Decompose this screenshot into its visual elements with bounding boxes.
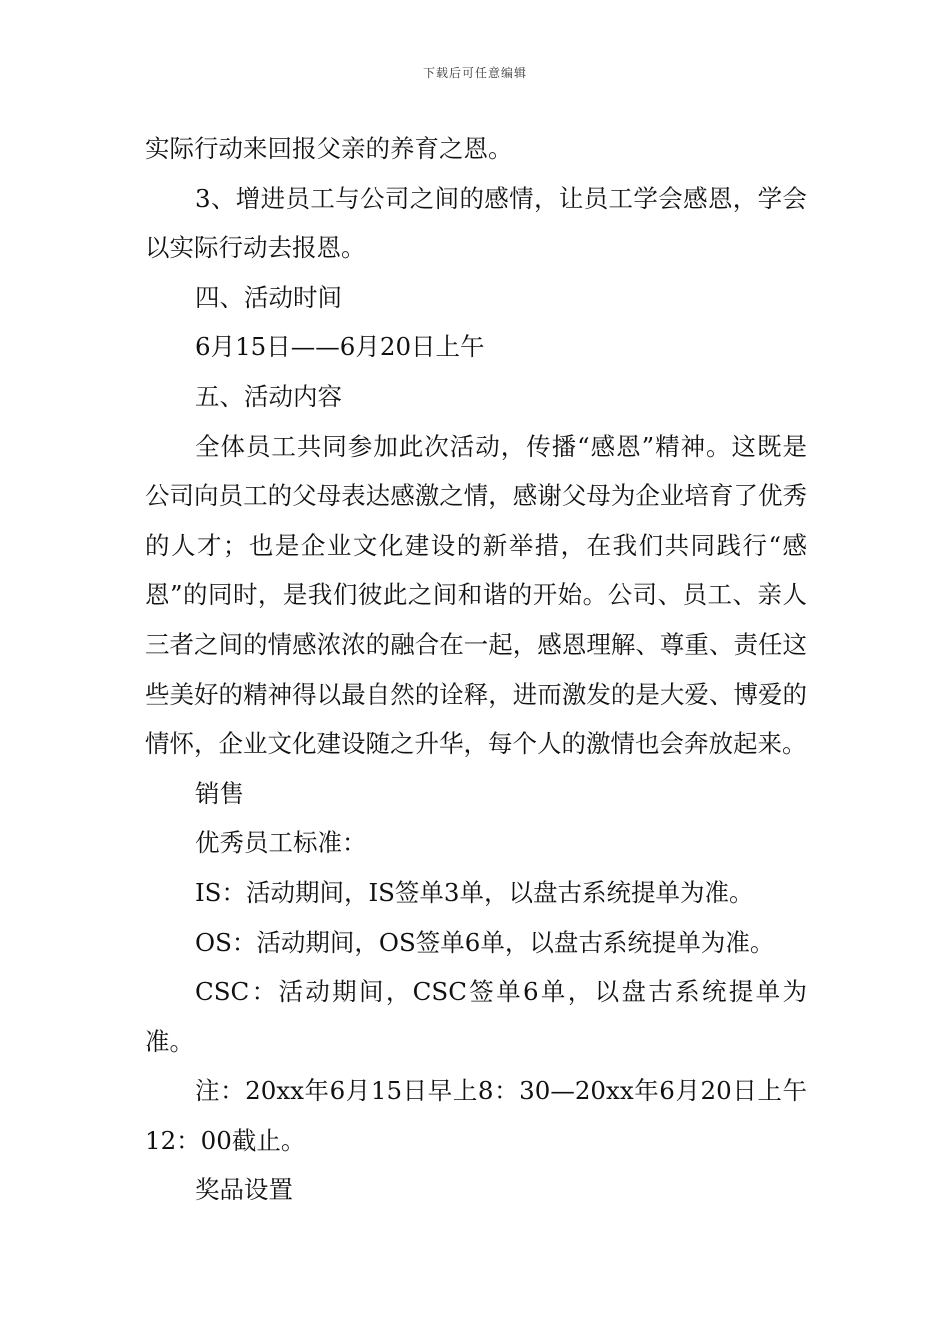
paragraph-2: 3、增进员工与公司之间的感情，让员工学会感恩，学会以实际行动去报恩。 bbox=[145, 183, 807, 263]
paragraph-1: 实际行动来回报父亲的养育之恩。 bbox=[145, 134, 513, 163]
deadline-note: 注：20xx年6月15日早上8：30—20xx年6月20日上午12：00截止。 bbox=[145, 1076, 807, 1155]
activity-date-range: 6月15日——6月20日上午 bbox=[195, 332, 485, 362]
section-heading-activity-time: 四、活动时间 bbox=[195, 282, 342, 312]
standard-os: OS：活动期间，OS签单6单，以盘古系统提单为准。 bbox=[195, 927, 775, 957]
section-heading-prizes: 奖品设置 bbox=[195, 1175, 293, 1205]
excellent-employee-standard-label: 优秀员工标准： bbox=[195, 828, 367, 858]
standard-csc: CSC：活动期间，CSC签单6单，以盘古系统提单为准。 bbox=[145, 977, 807, 1056]
section-heading-activity-content: 五、活动内容 bbox=[195, 381, 342, 411]
page-header-note: 下载后可任意编辑 bbox=[422, 66, 527, 80]
sales-label: 销售 bbox=[195, 778, 244, 808]
activity-content-paragraph: 全体员工共同参加此次活动，传播“感恩”精神。这既是公司向员工的父母表达感激之情，感谢父母为企业培育了优秀的人才；也是企业文化建设的新举措，在我们共同践行“感恩”的同时，是我们彼此之间和谐的开始。公司、员工、亲人三者之间的情感浓浓的融合在一起，感恩理解、尊重、责任这些美好的精神得以最自然的诠释，进而激发的是大爱、博爱的情怀，企业文化建设随之升华，每个人的激情也会奔放起来。 bbox=[145, 431, 807, 759]
document-body bbox=[145, 124, 807, 1215]
standard-is: IS：活动期间，IS签单3单，以盘古系统提单为准。 bbox=[195, 877, 754, 907]
